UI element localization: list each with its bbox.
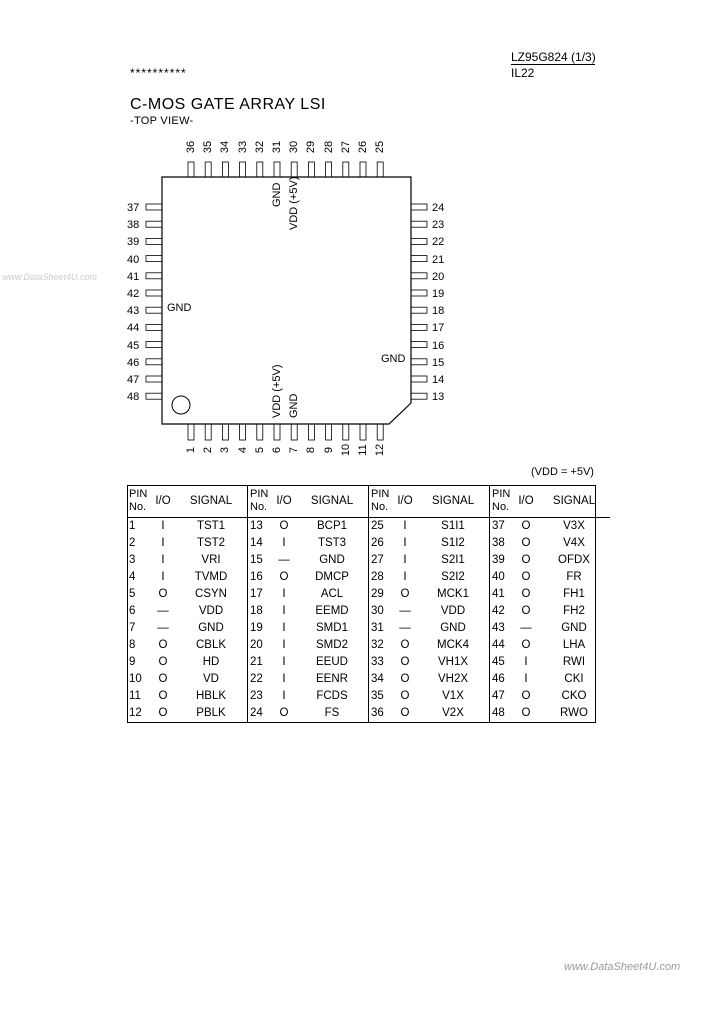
bottom-pin-number: 7 xyxy=(288,446,301,454)
right-pin-number: 13 xyxy=(432,391,445,404)
cell-io: O xyxy=(158,707,168,719)
right-pin-lead xyxy=(411,290,427,296)
left-pin-lead xyxy=(146,324,162,330)
table-row xyxy=(127,637,610,654)
cell-signal: FH1 xyxy=(563,588,585,600)
header-io: I/O xyxy=(393,485,417,518)
cell-signal: EEUD xyxy=(296,654,369,671)
cell-io: — xyxy=(157,605,169,617)
header-signal: SIGNAL xyxy=(417,485,490,518)
right-pin-lead xyxy=(411,238,427,244)
cell-signal: TST2 xyxy=(175,535,248,552)
cell-io: I xyxy=(161,520,165,532)
bottom-gnd-label: GND xyxy=(288,393,300,418)
cell-pin: 17 xyxy=(250,588,263,600)
top-pin-lead xyxy=(240,162,246,177)
cell-pin: 27 xyxy=(371,554,384,566)
right-pin-number: 22 xyxy=(432,236,445,249)
cell-signal: EEMD xyxy=(296,603,369,620)
cell-io: O xyxy=(521,690,531,702)
cell-io: O xyxy=(521,707,531,719)
cell-pin: 8 xyxy=(129,639,136,651)
table-header-row xyxy=(127,485,610,518)
cell-io: I xyxy=(282,588,286,600)
bottom-pin-lead xyxy=(291,424,297,440)
vdd-note: (VDD = +5V) xyxy=(531,466,594,478)
watermark-left: www.DataSheet4U.com xyxy=(2,272,98,282)
cell-pin: 12 xyxy=(129,707,142,719)
cell-pin: 35 xyxy=(371,690,384,702)
cell-pin: 16 xyxy=(250,571,263,583)
bottom-pin-lead xyxy=(308,424,314,440)
bottom-pin-lead xyxy=(222,424,228,440)
cell-io: O xyxy=(279,707,289,719)
cell-pin: 3 xyxy=(129,554,136,566)
cell-io: O xyxy=(400,707,410,719)
right-pin-number: 23 xyxy=(432,219,445,232)
cell-pin: 2 xyxy=(129,537,136,549)
left-pin-lead xyxy=(146,359,162,365)
bottom-pin-number: 4 xyxy=(236,446,249,454)
bottom-pin-number: 11 xyxy=(357,444,369,456)
cell-io: I xyxy=(282,690,286,702)
cell-io: O xyxy=(400,656,410,668)
table-row xyxy=(127,688,610,705)
bottom-pin-lead xyxy=(257,424,263,440)
cell-io: I xyxy=(403,537,407,549)
table-row xyxy=(127,654,610,671)
cell-signal: V3X xyxy=(563,520,585,532)
right-pin-lead xyxy=(411,393,427,399)
chip-diagram xyxy=(0,0,720,470)
cell-signal: MCK1 xyxy=(417,586,490,603)
header-signal: SIGNAL xyxy=(175,485,248,518)
cell-pin: 30 xyxy=(371,605,384,617)
right-pin-lead xyxy=(411,376,427,382)
cell-pin: 19 xyxy=(250,622,263,634)
cell-io: O xyxy=(158,588,168,600)
cell-io: I xyxy=(161,554,165,566)
right-pin-lead xyxy=(411,221,427,227)
cell-pin: 32 xyxy=(371,639,384,651)
cell-io: — xyxy=(520,622,532,634)
cell-pin: 23 xyxy=(250,690,263,702)
cell-pin: 13 xyxy=(250,520,263,532)
cell-pin: 31 xyxy=(371,622,384,634)
pin-table xyxy=(127,485,610,722)
bottom-pin-number: 5 xyxy=(253,446,266,454)
cell-io: O xyxy=(279,520,289,532)
cell-pin: 7 xyxy=(129,622,136,634)
view-caption: -TOP VIEW- xyxy=(130,115,194,127)
cell-pin: 40 xyxy=(492,571,505,583)
right-pin-number: 16 xyxy=(432,339,445,352)
cell-signal: HD xyxy=(175,654,248,671)
cell-pin: 37 xyxy=(492,520,505,532)
header-signal: SIGNAL xyxy=(296,485,369,518)
table-row xyxy=(127,518,610,536)
bottom-pin-number: 1 xyxy=(185,446,197,454)
cell-signal: CBLK xyxy=(175,637,248,654)
cell-pin: 5 xyxy=(129,588,136,600)
cell-signal: S2I2 xyxy=(417,569,490,586)
cell-pin: 26 xyxy=(371,537,384,549)
cell-io: I xyxy=(524,656,528,668)
cell-signal: PBLK xyxy=(175,705,248,722)
top-pin-lead xyxy=(308,162,314,177)
watermark-bottom: www.DataSheet4U.com xyxy=(564,961,681,973)
right-pin-number: 20 xyxy=(432,270,445,283)
top-pin-number: 31 xyxy=(271,140,283,154)
left-pin-number: 37 xyxy=(127,202,140,214)
cell-pin: 14 xyxy=(250,537,263,549)
cell-signal: SMD1 xyxy=(296,620,369,637)
cell-pin: 24 xyxy=(250,707,263,719)
cell-io: O xyxy=(279,571,289,583)
cell-signal: RWO xyxy=(560,707,588,719)
header-pin: PIN No. xyxy=(369,485,394,518)
cell-pin: 10 xyxy=(129,673,142,685)
top-pin-number: 35 xyxy=(202,140,215,154)
page-title: C-MOS GATE ARRAY LSI xyxy=(130,96,326,113)
cell-signal: S1I2 xyxy=(417,535,490,552)
cell-io: I xyxy=(282,656,286,668)
right-gnd-label: GND xyxy=(381,353,406,365)
cell-pin: 22 xyxy=(250,673,263,685)
top-pin-number: 26 xyxy=(357,140,369,154)
cell-io: I xyxy=(282,622,286,634)
cell-io: I xyxy=(282,605,286,617)
left-gnd-label: GND xyxy=(167,302,192,314)
top-pin-number: 34 xyxy=(219,140,232,154)
top-pin-lead xyxy=(377,162,383,177)
table-row xyxy=(127,586,610,603)
cell-signal: FCDS xyxy=(296,688,369,705)
cell-signal: ACL xyxy=(296,586,369,603)
cell-pin: 44 xyxy=(492,639,505,651)
cell-io: I xyxy=(282,639,286,651)
cell-io: O xyxy=(158,690,168,702)
left-pin-number: 42 xyxy=(127,288,140,300)
right-pin-lead xyxy=(411,342,427,348)
cell-io: O xyxy=(521,605,531,617)
cell-signal: CKO xyxy=(561,690,587,702)
left-pin-lead xyxy=(146,290,162,296)
cell-io: O xyxy=(158,639,168,651)
cell-signal: DMCP xyxy=(296,569,369,586)
bottom-pin-lead xyxy=(205,424,211,440)
header-pin: PIN No. xyxy=(248,485,273,518)
top-pin-lead xyxy=(188,162,194,177)
table-row xyxy=(127,671,610,688)
header-io: I/O xyxy=(272,485,296,518)
top-pin-number: 25 xyxy=(374,140,387,154)
top-pin-number: 32 xyxy=(253,140,266,154)
header-io: I/O xyxy=(514,485,538,518)
bottom-pin-lead xyxy=(188,424,194,440)
cell-pin: 11 xyxy=(129,690,141,702)
cell-signal: VD xyxy=(175,671,248,688)
top-pin-number: 29 xyxy=(305,140,318,154)
top-pin-lead xyxy=(360,162,366,177)
cell-pin: 42 xyxy=(492,605,505,617)
cell-signal: CSYN xyxy=(175,586,248,603)
cell-io: O xyxy=(521,588,531,600)
cell-pin: 38 xyxy=(492,537,505,549)
table-row xyxy=(127,705,610,722)
part-number: LZ95G824 (1/3) xyxy=(511,50,596,64)
cell-io: O xyxy=(521,639,531,651)
cell-pin: 1 xyxy=(129,520,136,532)
cell-signal: VH2X xyxy=(417,671,490,688)
bottom-pin-lead xyxy=(240,424,246,440)
top-pin-number: 36 xyxy=(185,140,197,154)
cell-io: — xyxy=(399,622,411,634)
cell-signal: MCK4 xyxy=(417,637,490,654)
cell-pin: 21 xyxy=(250,656,263,668)
cell-signal: BCP1 xyxy=(296,518,369,536)
cell-io: I xyxy=(524,673,528,685)
cell-signal: VDD xyxy=(175,603,248,620)
left-pin-number: 44 xyxy=(127,322,140,335)
cell-pin: 4 xyxy=(129,571,136,583)
cell-io: O xyxy=(521,571,531,583)
cell-pin: 9 xyxy=(129,656,136,668)
cell-io: — xyxy=(157,622,169,634)
bottom-pin-number: 8 xyxy=(305,446,318,454)
cell-io: O xyxy=(400,673,410,685)
top-gnd-label: GND xyxy=(271,182,283,207)
bottom-pin-lead xyxy=(326,424,332,440)
left-pin-lead xyxy=(146,256,162,262)
left-pin-number: 41 xyxy=(127,270,140,283)
top-pin-lead xyxy=(257,162,263,177)
right-pin-lead xyxy=(411,359,427,365)
left-pin-lead xyxy=(146,204,162,210)
top-pin-number: 28 xyxy=(322,140,335,154)
top-pin-number: 33 xyxy=(236,140,249,154)
bottom-pin-number: 10 xyxy=(339,443,352,457)
header-signal: SIGNAL xyxy=(538,485,610,518)
right-pin-number: 19 xyxy=(432,288,445,300)
bottom-pin-number: 9 xyxy=(322,446,335,454)
table-row xyxy=(127,552,610,569)
cell-io: I xyxy=(282,537,286,549)
cell-pin: 45 xyxy=(492,656,505,668)
left-pin-number: 43 xyxy=(127,305,140,318)
cell-pin: 33 xyxy=(371,656,384,668)
bottom-pin-lead xyxy=(343,424,349,440)
table-row xyxy=(127,569,610,586)
cell-io: I xyxy=(403,571,407,583)
cell-signal: TST1 xyxy=(175,518,248,536)
cell-signal: V2X xyxy=(417,705,490,722)
cell-signal: EENR xyxy=(296,671,369,688)
left-pin-number: 38 xyxy=(127,219,140,232)
right-pin-number: 15 xyxy=(432,356,445,369)
cell-io: O xyxy=(400,690,410,702)
left-pin-number: 46 xyxy=(127,356,140,369)
left-pin-lead xyxy=(146,307,162,313)
header-io: I/O xyxy=(151,485,175,518)
left-pin-number: 39 xyxy=(127,236,140,249)
right-pin-lead xyxy=(411,307,427,313)
top-pin-lead xyxy=(343,162,349,177)
right-pin-number: 17 xyxy=(432,322,445,335)
cell-signal: TST3 xyxy=(296,535,369,552)
cell-pin: 25 xyxy=(371,520,384,532)
cell-signal: FR xyxy=(566,571,582,583)
cell-signal: CKI xyxy=(564,673,584,685)
cell-pin: 47 xyxy=(492,690,505,702)
cell-signal: FH2 xyxy=(563,605,585,617)
cell-io: — xyxy=(399,605,411,617)
bottom-pin-lead xyxy=(377,424,383,440)
cell-pin: 48 xyxy=(492,707,505,719)
top-pin-lead xyxy=(205,162,211,177)
cell-io: O xyxy=(158,673,168,685)
cell-signal: RWI xyxy=(562,656,586,668)
cell-io: O xyxy=(400,588,410,600)
right-pin-lead xyxy=(411,256,427,262)
cell-signal: V1X xyxy=(417,688,490,705)
cell-signal: LHA xyxy=(562,639,586,651)
cell-io: I xyxy=(161,571,165,583)
top-vdd-label: VDD (+5V) xyxy=(288,176,300,230)
cell-io: O xyxy=(521,520,531,532)
top-pin-number: 27 xyxy=(339,140,352,154)
bottom-pin-lead xyxy=(274,424,280,440)
cell-signal: OFDX xyxy=(558,554,590,566)
cell-io: — xyxy=(278,554,290,566)
cell-pin: 43 xyxy=(492,622,505,634)
header-pin: PIN No. xyxy=(127,485,151,518)
right-pin-number: 24 xyxy=(432,202,445,214)
right-pin-number: 21 xyxy=(432,253,445,266)
left-pin-lead xyxy=(146,342,162,348)
cell-signal: V4X xyxy=(563,537,585,549)
table-row xyxy=(127,620,610,637)
cell-io: O xyxy=(521,554,531,566)
doc-code: IL22 xyxy=(511,66,535,80)
cell-io: O xyxy=(158,656,168,668)
cell-signal: TVMD xyxy=(175,569,248,586)
cell-pin: 34 xyxy=(371,673,384,685)
top-pin-lead xyxy=(274,162,280,177)
cell-pin: 46 xyxy=(492,673,505,685)
left-pin-lead xyxy=(146,221,162,227)
bottom-pin-number: 3 xyxy=(219,446,232,454)
cell-signal: GND xyxy=(417,620,490,637)
cell-signal: HBLK xyxy=(175,688,248,705)
bottom-pin-number: 2 xyxy=(202,446,215,454)
header-pin: PIN No. xyxy=(490,485,515,518)
cell-pin: 6 xyxy=(129,605,136,617)
table-row xyxy=(127,603,610,620)
left-pin-lead xyxy=(146,273,162,279)
left-pin-number: 40 xyxy=(127,253,140,266)
cell-pin: 39 xyxy=(492,554,505,566)
cell-pin: 18 xyxy=(250,605,263,617)
cell-signal: S2I1 xyxy=(417,552,490,569)
top-pin-lead xyxy=(291,162,297,177)
left-pin-number: 45 xyxy=(127,339,140,352)
bottom-pin-lead xyxy=(360,424,366,440)
cell-pin: 41 xyxy=(492,588,505,600)
cell-signal: GND xyxy=(296,552,369,569)
cell-signal: GND xyxy=(561,622,587,634)
right-pin-number: 14 xyxy=(432,374,445,386)
cell-pin: 15 xyxy=(250,554,263,566)
cell-io: I xyxy=(403,554,407,566)
cell-signal: VDD xyxy=(417,603,490,620)
cell-pin: 28 xyxy=(371,571,384,583)
cell-pin: 29 xyxy=(371,588,384,600)
cell-pin: 20 xyxy=(250,639,263,651)
table-row xyxy=(127,535,610,552)
cell-signal: FS xyxy=(296,705,369,722)
cell-signal: VRI xyxy=(175,552,248,569)
bottom-pin-number: 12 xyxy=(374,443,387,457)
cell-signal: GND xyxy=(175,620,248,637)
cell-io: I xyxy=(403,520,407,532)
top-pin-lead xyxy=(326,162,332,177)
left-pin-number: 48 xyxy=(127,391,140,404)
left-pin-number: 47 xyxy=(127,374,140,386)
cell-io: I xyxy=(161,537,165,549)
right-pin-number: 18 xyxy=(432,305,445,318)
cell-io: I xyxy=(282,673,286,685)
cell-io: O xyxy=(400,639,410,651)
top-pin-number: 30 xyxy=(288,140,301,154)
bottom-pin-number: 6 xyxy=(271,446,283,454)
left-pin-lead xyxy=(146,393,162,399)
left-pin-lead xyxy=(146,238,162,244)
left-pin-lead xyxy=(146,376,162,382)
right-pin-lead xyxy=(411,324,427,330)
cell-signal: S1I1 xyxy=(417,518,490,536)
top-pin-lead xyxy=(222,162,228,177)
right-pin-lead xyxy=(411,204,427,210)
right-pin-lead xyxy=(411,273,427,279)
bottom-vdd-label: VDD (+5V) xyxy=(271,364,283,418)
stars-title: ********** xyxy=(130,66,187,80)
cell-signal: VH1X xyxy=(417,654,490,671)
cell-pin: 36 xyxy=(371,707,384,719)
cell-io: O xyxy=(521,537,531,549)
cell-signal: SMD2 xyxy=(296,637,369,654)
